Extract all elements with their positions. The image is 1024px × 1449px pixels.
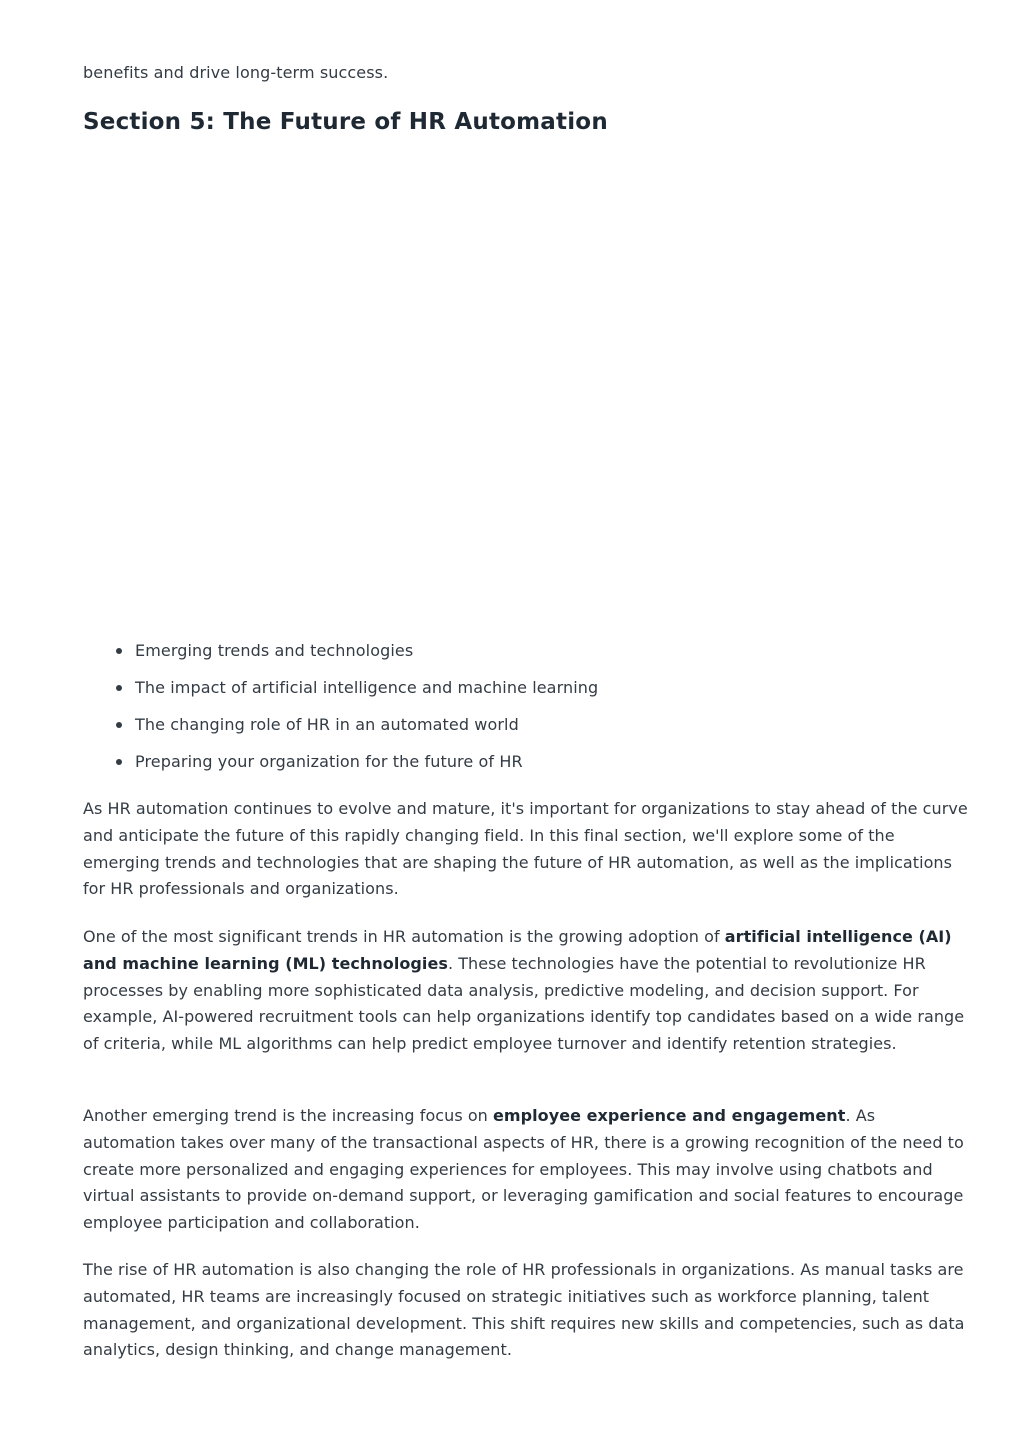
list-item-label: The impact of artificial intelligence and machine learning (135, 678, 599, 697)
list-item (135, 637, 598, 664)
paragraph-hr-role: The rise of HR automation is also changing the role of HR professionals in organizations. As manual tasks are automated, HR teams are increasingly focused on strategic initiatives such as workforce planning, talent management, and organizational development. This shift requires new skills and competencies, such as data analytics, design thinking, and change management. (83, 1260, 965, 1360)
bold-phrase: employee experience and engagement (493, 1106, 846, 1125)
list-item-label: Emerging trends and technologies (135, 641, 414, 660)
list-item (135, 711, 598, 738)
list-item (135, 674, 598, 701)
bullet-icon (116, 648, 122, 654)
paragraph-text: . These technologies have the potential to revolutionize HR processes by enabling more sophisticated data analysis, predictive modeling, and decision support. For example, AI-powered recruitment tools can help organizations identify top candidates based on a wide range of criteria, while ML algorithms can help predict employee turnover and identify retention strategies. (83, 953, 965, 1054)
paragraph-text: One of the most significant trends in HR automation is the growing adoption of (83, 927, 725, 946)
blank-media-area (83, 150, 968, 620)
list-item-label: Preparing your organization for the future of HR (135, 752, 523, 771)
bold-phrase: artificial intelligence (AI) and machine learning (ML) technologies (83, 927, 952, 973)
intro-continuation: benefits and drive long-term success. (83, 63, 389, 82)
bullet-icon (116, 759, 122, 765)
bullet-icon (116, 722, 122, 728)
topic-list (83, 637, 598, 785)
paragraph-employee-experience (83, 1103, 968, 1237)
bullet-icon (116, 685, 122, 691)
list-item (135, 748, 598, 775)
paragraph-text: . As automation takes over many of the transactional aspects of HR, there is a growing recognition of the need to create more personalized and engaging experiences for employees. This may involve using chatbots and virtual assistants to provide on-demand support, or leveraging gamification and social features to encourage employee participation and collaboration. (83, 1106, 964, 1233)
section-heading: Section 5: The Future of HR Automation (83, 109, 608, 135)
list-item-label: The changing role of HR in an automated world (135, 715, 519, 734)
paragraph-text: Another emerging trend is the increasing focus on (83, 1106, 494, 1125)
paragraph-overview: As HR automation continues to evolve and mature, it's important for organizations to stay ahead of the curve and anticipate the future of this rapidly changing field. In this final section, we'll explore some of the emerging trends and technologies that are shaping the future of HR automation, as well as the implications for HR professionals and organizations. (83, 799, 968, 899)
paragraph-ai-ml (83, 924, 968, 1058)
